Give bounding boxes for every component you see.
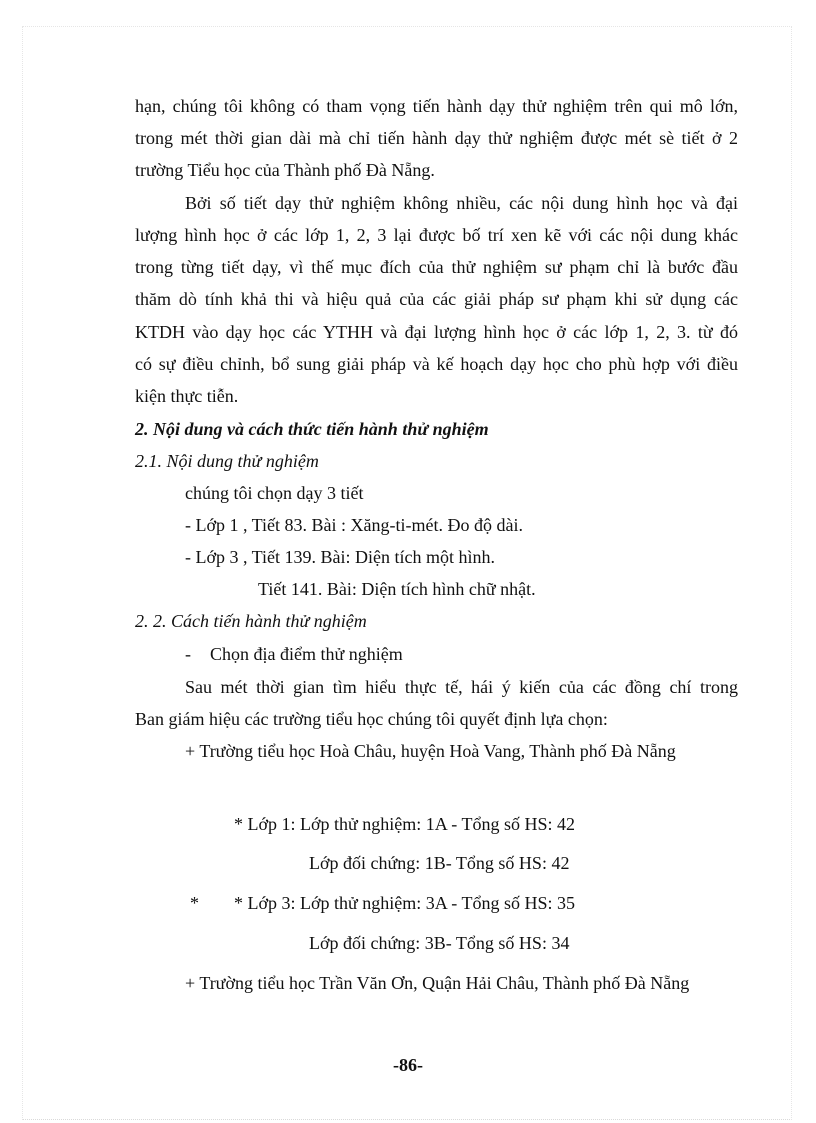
bullet-dash: -	[185, 644, 191, 664]
content-line: Tiết 141. Bài: Diện tích hình chữ nhật.	[258, 579, 536, 599]
school-line: + Trường tiểu học Hoà Châu, huyện Hoà Vang, Thành phố Đà Nẵng	[185, 741, 676, 761]
page-number: -86-	[393, 1055, 423, 1075]
star-marker: *	[190, 893, 199, 913]
paragraph-line: có sự điều chỉnh, bổ sung giải pháp và kế hoạch dạy học cho phù hợp với điều	[135, 354, 738, 374]
class-line: * Lớp 3: Lớp thử nghiệm: 3A - Tổng số HS: 35	[234, 893, 575, 913]
paragraph-line: trường Tiểu học của Thành phố Đà Nẵng.	[135, 160, 435, 180]
paragraph-line: Sau mét thời gian tìm hiểu thực tế, hái ý kiến của các đồng chí trong	[185, 677, 738, 697]
paragraph-line: hạn, chúng tôi không có tham vọng tiến hành dạy thử nghiệm trên qui mô lớn,	[135, 96, 738, 116]
content-line: - Lớp 1 , Tiết 83. Bài : Xăng-ti-mét. Đo độ dài.	[185, 515, 523, 535]
content-line: chúng tôi chọn dạy 3 tiết	[185, 483, 364, 503]
page-border	[22, 26, 792, 1120]
subsection-heading: 2.1. Nội dung thử nghiệm	[135, 451, 319, 471]
paragraph-line: thăm dò tính khả thi và hiệu quả của các giải pháp sư phạm khi sử dụng các	[135, 289, 738, 309]
paragraph-line: lượng hình học ở các lớp 1, 2, 3 lại được bố trí xen kẽ với các nội dung khác	[135, 225, 738, 245]
section-heading: 2. Nội dung và cách thức tiến hành thử nghiệm	[135, 419, 489, 439]
school-line: + Trường tiểu học Trần Văn Ơn, Quận Hải Châu, Thành phố Đà Nẵng	[185, 973, 690, 993]
paragraph-line: kiện thực tiễn.	[135, 386, 239, 406]
class-line: Lớp đối chứng: 1B- Tổng số HS: 42	[309, 853, 570, 873]
paragraph-line: trong mét thời gian dài mà chỉ tiến hành dạy thử nghiệm được mét sè tiết ở 2	[135, 128, 738, 148]
paragraph-line: KTDH vào dạy học các YTHH và đại lượng hình học ở các lớp 1, 2, 3. từ đó	[135, 322, 738, 342]
content-line: - Lớp 3 , Tiết 139. Bài: Diện tích một hình.	[185, 547, 496, 567]
class-line: * Lớp 1: Lớp thử nghiệm: 1A - Tổng số HS: 42	[234, 814, 575, 834]
paragraph-line: Bởi số tiết dạy thử nghiệm không nhiều, các nội dung hình học và đại	[185, 193, 738, 213]
class-line: Lớp đối chứng: 3B- Tổng số HS: 34	[309, 933, 570, 953]
bullet-text: Chọn địa điểm thử nghiệm	[210, 644, 403, 664]
paragraph-line: Ban giám hiệu các trường tiểu học chúng tôi quyết định lựa chọn:	[135, 709, 608, 729]
paragraph-line: trong từng tiết dạy, vì thế mục đích của thử nghiệm sư phạm chỉ là bước đầu	[135, 257, 738, 277]
subsection-heading: 2. 2. Cách tiến hành thử nghiệm	[135, 611, 367, 631]
